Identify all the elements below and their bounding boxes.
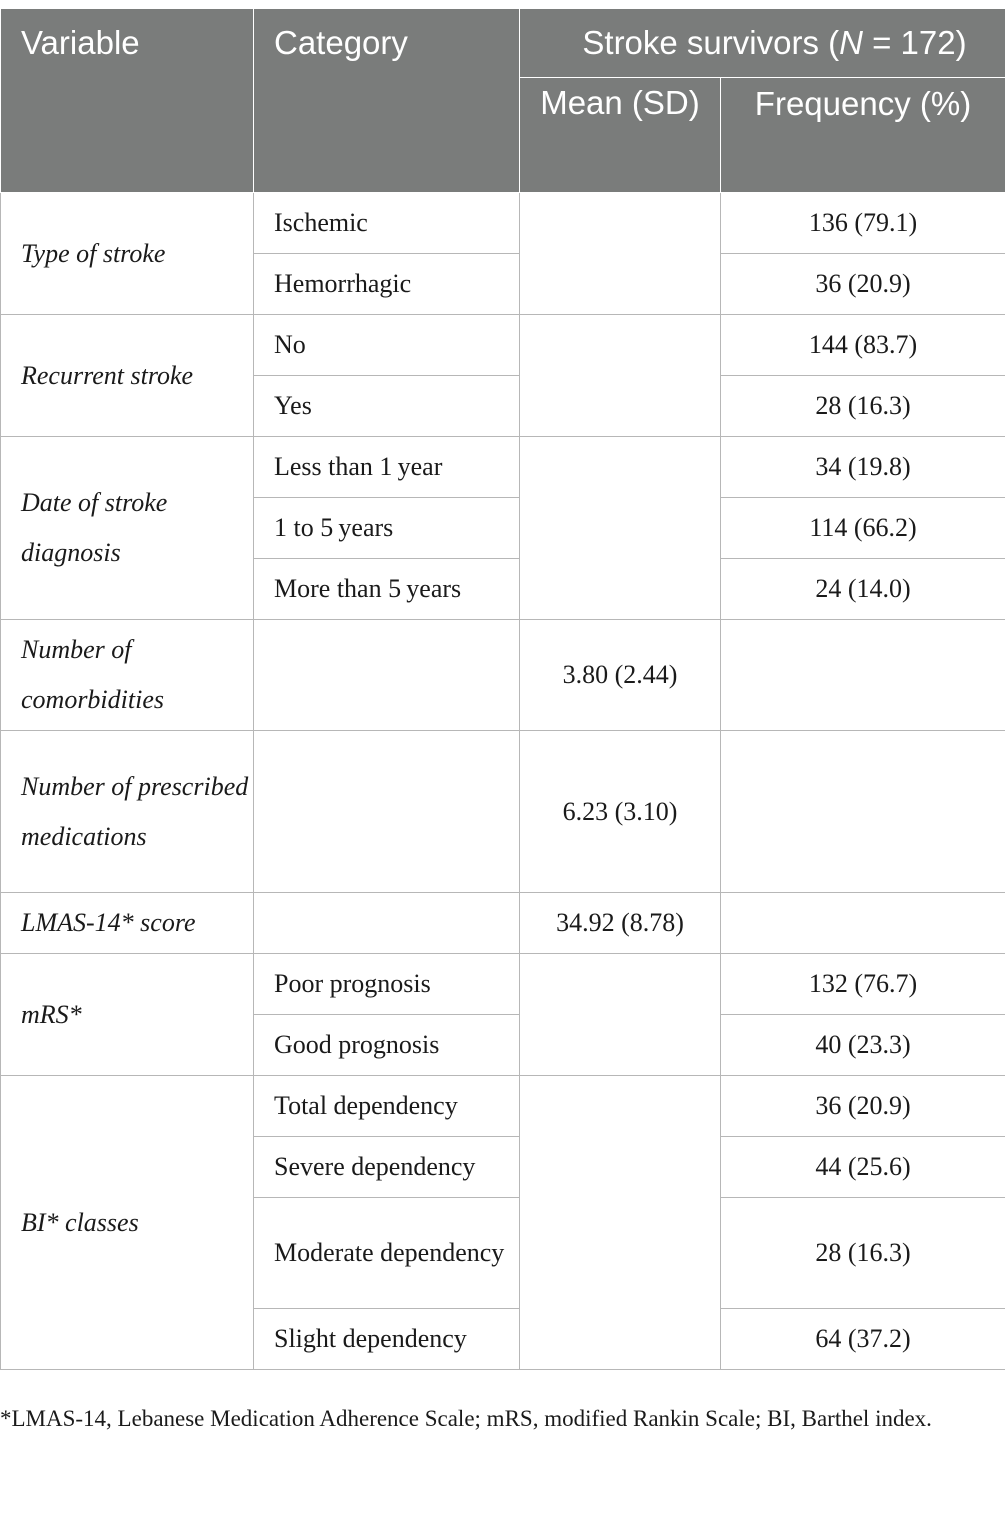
frequency-cell: 24 (14.0) <box>721 559 1005 620</box>
mean-cell-empty <box>520 437 721 620</box>
category-cell: Hemorrhagic <box>254 254 520 315</box>
frequency-cell: 28 (16.3) <box>721 1198 1005 1309</box>
variable-recurrent-stroke: Recurrent stroke <box>1 315 254 437</box>
frequency-cell: 144 (83.7) <box>721 315 1005 376</box>
mean-cell-empty <box>520 1076 721 1370</box>
mean-cell-empty <box>520 315 721 437</box>
category-cell: Ischemic <box>254 193 520 254</box>
frequency-cell: 36 (20.9) <box>721 1076 1005 1137</box>
table-row <box>1 731 1005 893</box>
category-cell: Total dependency <box>254 1076 520 1137</box>
variable-comorbidities: Number of comorbidities <box>1 620 254 731</box>
table-row <box>1 193 1005 254</box>
frequency-cell: 44 (25.6) <box>721 1137 1005 1198</box>
category-cell-empty <box>254 731 520 893</box>
frequency-cell: 36 (20.9) <box>721 254 1005 315</box>
frequency-cell: 64 (37.2) <box>721 1309 1005 1370</box>
category-cell-empty <box>254 620 520 731</box>
header-category: Category <box>254 9 520 193</box>
variable-mrs: mRS* <box>1 954 254 1076</box>
category-cell: Good prognosis <box>254 1015 520 1076</box>
table-row <box>1 1076 1005 1137</box>
frequency-cell: 34 (19.8) <box>721 437 1005 498</box>
mean-cell: 34.92 (8.78) <box>520 893 721 954</box>
header-stroke-survivors: Stroke survivors (N = 172) <box>520 9 1005 78</box>
variable-medications: Number of prescribed medications <box>1 731 254 893</box>
category-cell: No <box>254 315 520 376</box>
frequency-cell-empty <box>721 620 1005 731</box>
table-row <box>1 954 1005 1015</box>
variable-bi-classes: BI* classes <box>1 1076 254 1370</box>
table-footnote: *LMAS-14, Lebanese Medication Adherence Scale; mRS, modified Rankin Scale; BI, Barthel index. <box>0 1406 932 1431</box>
frequency-cell: 40 (23.3) <box>721 1015 1005 1076</box>
frequency-cell: 132 (76.7) <box>721 954 1005 1015</box>
mean-cell: 3.80 (2.44) <box>520 620 721 731</box>
variable-lmas-score: LMAS-14* score <box>1 893 254 954</box>
category-cell: Poor prognosis <box>254 954 520 1015</box>
stroke-survivors-table <box>0 8 1005 1370</box>
table-row <box>1 893 1005 954</box>
frequency-cell: 114 (66.2) <box>721 498 1005 559</box>
frequency-cell-empty <box>721 731 1005 893</box>
category-cell: Moderate dependency <box>254 1198 520 1309</box>
header-variable: Variable <box>1 9 254 193</box>
header-mean-sd: Mean (SD) <box>520 78 721 193</box>
category-cell: Less than 1 year <box>254 437 520 498</box>
category-cell: 1 to 5 years <box>254 498 520 559</box>
category-cell: Slight dependency <box>254 1309 520 1370</box>
variable-date-of-diagnosis: Date of stroke diagnosis <box>1 437 254 620</box>
table-row <box>1 620 1005 731</box>
category-cell: Severe dependency <box>254 1137 520 1198</box>
frequency-cell: 28 (16.3) <box>721 376 1005 437</box>
table-row <box>1 315 1005 376</box>
category-cell: More than 5 years <box>254 559 520 620</box>
mean-cell-empty <box>520 193 721 315</box>
mean-cell: 6.23 (3.10) <box>520 731 721 893</box>
frequency-cell-empty <box>721 893 1005 954</box>
category-cell-empty <box>254 893 520 954</box>
mean-cell-empty <box>520 954 721 1076</box>
variable-type-of-stroke: Type of stroke <box>1 193 254 315</box>
category-cell: Yes <box>254 376 520 437</box>
header-frequency: Frequency (%) <box>721 78 1005 193</box>
frequency-cell: 136 (79.1) <box>721 193 1005 254</box>
table-row <box>1 437 1005 498</box>
